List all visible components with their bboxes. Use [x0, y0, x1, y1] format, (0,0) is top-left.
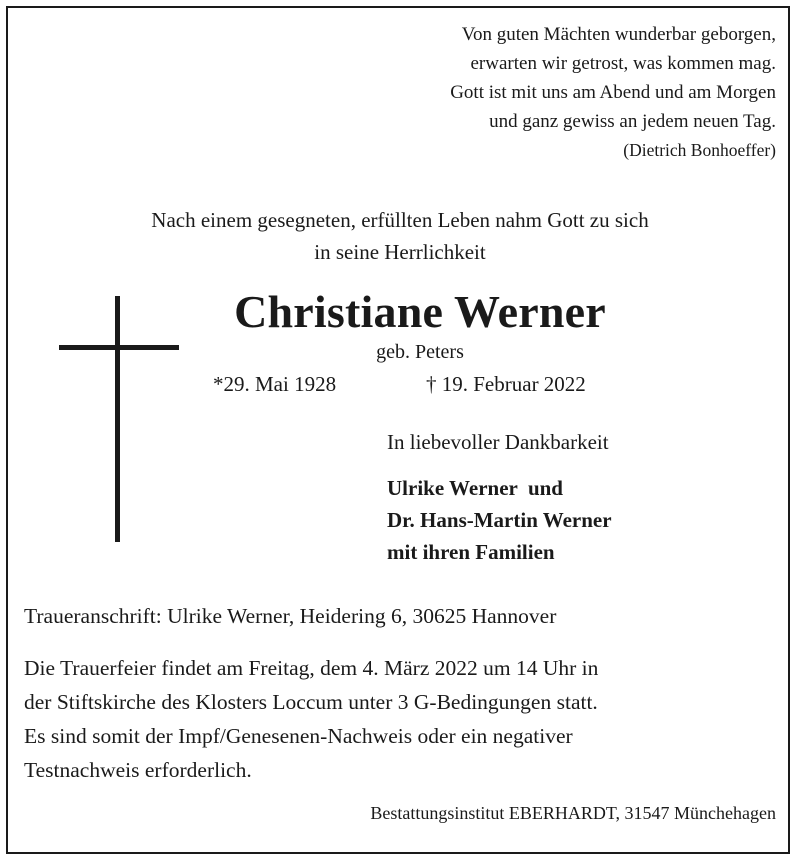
service-line: der Stiftskirche des Klosters Loccum unter 3 G-Bedingungen statt. — [24, 690, 598, 714]
mourners-list — [387, 472, 612, 568]
intro-line: Nach einem gesegneten, erfüllten Leben nahm Gott zu sich — [151, 208, 649, 232]
service-line: Die Trauerfeier findet am Freitag, dem 4. März 2022 um 14 Uhr in — [24, 656, 599, 680]
cross-horizontal-bar — [59, 345, 179, 350]
undertaker-line: Bestattungsinstitut EBERHARDT, 31547 Münchehagen — [370, 803, 776, 823]
thanks-line: In liebevoller Dankbarkeit — [387, 430, 609, 454]
mourning-address: Traueranschrift: Ulrike Werner, Heidering 6, 30625 Hannover — [24, 604, 557, 628]
birth-name: geb. Peters — [376, 341, 464, 363]
birth-date: *29. Mai 1928 — [213, 372, 337, 396]
intro-line: in seine Herrlichkeit — [314, 240, 486, 264]
intro-text — [0, 204, 800, 268]
death-date: † 19. Februar 2022 — [426, 372, 586, 396]
deceased-name: Christiane Werner — [234, 286, 606, 337]
cross-icon — [59, 296, 179, 542]
poem-line: erwarten wir getrost, was kommen mag. — [470, 53, 776, 74]
service-notice — [24, 651, 598, 787]
mourner-line: Ulrike Werner und — [387, 476, 563, 500]
service-line: Es sind somit der Impf/Genesenen-Nachweis oder ein negativer — [24, 724, 573, 748]
mourner-line: mit ihren Familien — [387, 540, 555, 564]
poem-line: und ganz gewiss an jedem neuen Tag. — [489, 111, 776, 132]
service-line: Testnachweis erforderlich. — [24, 758, 252, 782]
mourner-line: Dr. Hans-Martin Werner — [387, 508, 612, 532]
poem-line: Gott ist mit uns am Abend und am Morgen — [450, 82, 776, 103]
poem-block — [450, 20, 776, 165]
poem-line: Von guten Mächten wunderbar geborgen, — [461, 24, 776, 45]
cross-vertical-bar — [115, 296, 120, 542]
poem-author: (Dietrich Bonhoeffer) — [623, 140, 776, 160]
